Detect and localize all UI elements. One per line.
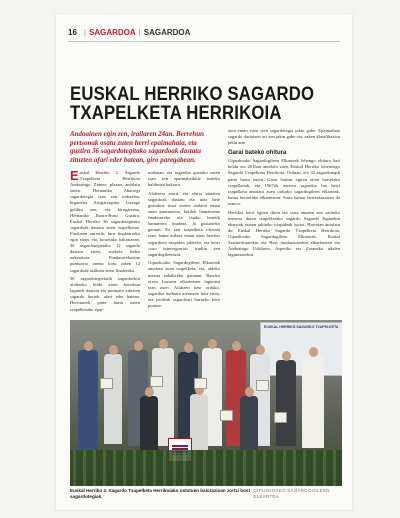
- page-header: [68, 28, 340, 38]
- person-head: [282, 351, 291, 361]
- banner-title: EUSKAL HERRIKO SAGARDO TXAPELKETA: [264, 325, 339, 329]
- section-label-secondary: SAGARDOA: [143, 28, 191, 37]
- drop-cap: E: [70, 168, 79, 183]
- person-figure: [190, 394, 208, 450]
- photo-caption: [70, 488, 342, 500]
- person-head: [134, 341, 143, 351]
- event-banner: [260, 322, 342, 376]
- award-certificate: [220, 410, 233, 421]
- person-figure: [104, 354, 122, 444]
- person-head: [145, 387, 154, 397]
- section-subhead: Garai bateko ohitura: [228, 150, 287, 157]
- body-paragraph: mahaian, eta sagardoa gustuko zuten izan zen epaimahaikide izateko baldintza bakarra.: [148, 170, 220, 188]
- person-figure: [240, 396, 258, 450]
- person-head: [245, 387, 254, 397]
- person-figure: [302, 356, 324, 448]
- person-head: [256, 345, 265, 355]
- person-figure: [276, 360, 296, 446]
- body-paragraph: Gipuzkoako Sagardogileen Elkarteak antolatu zuen txapelketa, eta, aldeko mezua zabaltzeko ganaian, Basoko etxea Luriaen elkartearen laguntza izan zuen. Afaltzen hasi orduko, sagardoa mahaira ateratzen hasi ziren, eta jendeak sagardoari buruzko bere puntua-: [148, 260, 220, 308]
- header-separator: |: [138, 28, 141, 37]
- header-separator: |: [83, 28, 86, 37]
- person-head: [232, 341, 241, 351]
- award-certificate: [256, 380, 269, 391]
- person-figure: [78, 350, 98, 450]
- body-paragraph: zioa eman zuen izen sagardotegia jakin gabe. Epaimahaia sagardo dastatzen ari zen jakin gabe eta, azken klasifikazioa jakin arte.: [228, 128, 340, 146]
- person-head: [309, 347, 318, 357]
- award-certificate: [274, 412, 287, 423]
- person-head: [84, 341, 93, 351]
- body-column-3: [228, 128, 340, 261]
- header-divider: [68, 41, 340, 42]
- award-certificate: [100, 378, 113, 389]
- body-paragraph: Herrikoi herri egiten diren eta saria ematen zen sarituko interesa duten txapelketako sagardo Sagardo Egunekin ekarriak esaten jakiteko irizpideak zortzi. Horretan antolatu du Euskal Herriko Sagardo Txapelketa Herrikoia, Gipuzkoako Sagardogileen Elkarteak, Euskal Sasitarrituarekin eta Hasi fundazioarekin elkarlanean eta Andoaingo Udalaren, Arpetiko eta Zarauzko udalen laguntzarekin.: [228, 209, 340, 258]
- caption-text: Euskal Herriko 2. Sagardo Txapelketa Herrikoiako ostatuen balorazioan zortzi bost sagardotegiak.: [70, 488, 250, 499]
- title-line-1: EUSKAL HERRIKO SAGARDO: [70, 83, 315, 105]
- group-photo: [70, 320, 342, 486]
- person-head: [109, 345, 118, 355]
- body-column-2: [148, 170, 220, 312]
- award-certificate: [194, 378, 207, 389]
- section-label-primary: SAGARDOA: [88, 28, 136, 37]
- article-lead: Andoainen egin zen, irailaren 24an. Berrehun pertsonak osatu zuten herri epaimahaia, eta guztira 36 sagardotegitako sagardoak dastatu zituzten afari eder batean, giro paregabean.: [70, 130, 205, 164]
- body-paragraph: 36 sagardotegietatik sagardoekin afaltzeko bildu ziren berrehun lagunek dastatu eta puntuatu zituzten sagardo horiek, afari eder batean. Herritarrek parte hartu zuten txapelketako epai-: [70, 276, 140, 312]
- body-paragraph: [70, 170, 140, 274]
- page-number: 16: [68, 28, 77, 37]
- photo-credit: GIPUZKOAKO SAGARDOGILEEN ELKARTEA: [253, 488, 330, 499]
- cider-bottles-row: [70, 450, 342, 486]
- article-title: [70, 83, 315, 124]
- newspaper-page: [56, 14, 352, 510]
- title-line-2: TXAPELKETA HERRIKOIA: [70, 102, 282, 124]
- person-head: [208, 339, 217, 349]
- body-paragraph: Gipuzkoako Sagardogileen Elkarteak lehengo ohitura bati heldu eta 2016an antolatu zuen Euskal Herriko lehenengo Sagardo Txapelketa Herrikoia. Orduan, ere 32 sagardotegik parte hartu zuten. Garai batean egiten ziren horrelako txapelketak, eta 1967tik aurrera sagardoa bat herri txapelketa antolatu zuen ordurko sagardogileen elkarteak, baina herrietako elkartearen. Saria hamar berreskuratzea da asmoa.: [228, 158, 340, 206]
- person-head: [184, 343, 193, 353]
- person-figure: [140, 396, 158, 450]
- paragraph-text: uskal Herriko 2. Sagardo Txapelketa Herrikoia Andoaingo Zumea plazan antolatu zuten. Hernaniko Akarregi sagardotegia izan zen irabazlea; bigarrena Astigarragako Lizeaga gelditu zen, eta hirugarrena, Hernaniko Ibarra-Buru. Guztira, Euskal Herriko 36 sagardotegitako sagardoak dastatu ziren txapelketan. Finalaren aurretik, hiru finalaurreko egin ziren, eta, horietako bakoitzean, 36 sagardotegietako 12 sagardo dastatu ziren, zozketa bidez aukeratuta. Finalaurrekoetan puntuazio onena lortu zuten 12 sagardoak sailkatu ziren finalerako.: [70, 170, 140, 273]
- body-paragraph: Afaltzera etorri, eta afaria zituzten sagardoak dastatu eta noiz bete gustukoa iritzi zioten arabera eman zuen puntuazioa, botilek hamaiseme finalaurreko eta tatako botetik hamarrera finaleaz, la gustarteko garuan. Ez zen txapelketa ofiziala izan, baina aukera eman zuen herritar sagardoen irizpiden jakiteko, eta horri «oso interesgarria» iruditu zen sagardogileentzat.: [148, 190, 220, 257]
- person-head: [159, 339, 168, 349]
- award-certificate: [150, 376, 163, 387]
- body-column-1: [70, 170, 140, 315]
